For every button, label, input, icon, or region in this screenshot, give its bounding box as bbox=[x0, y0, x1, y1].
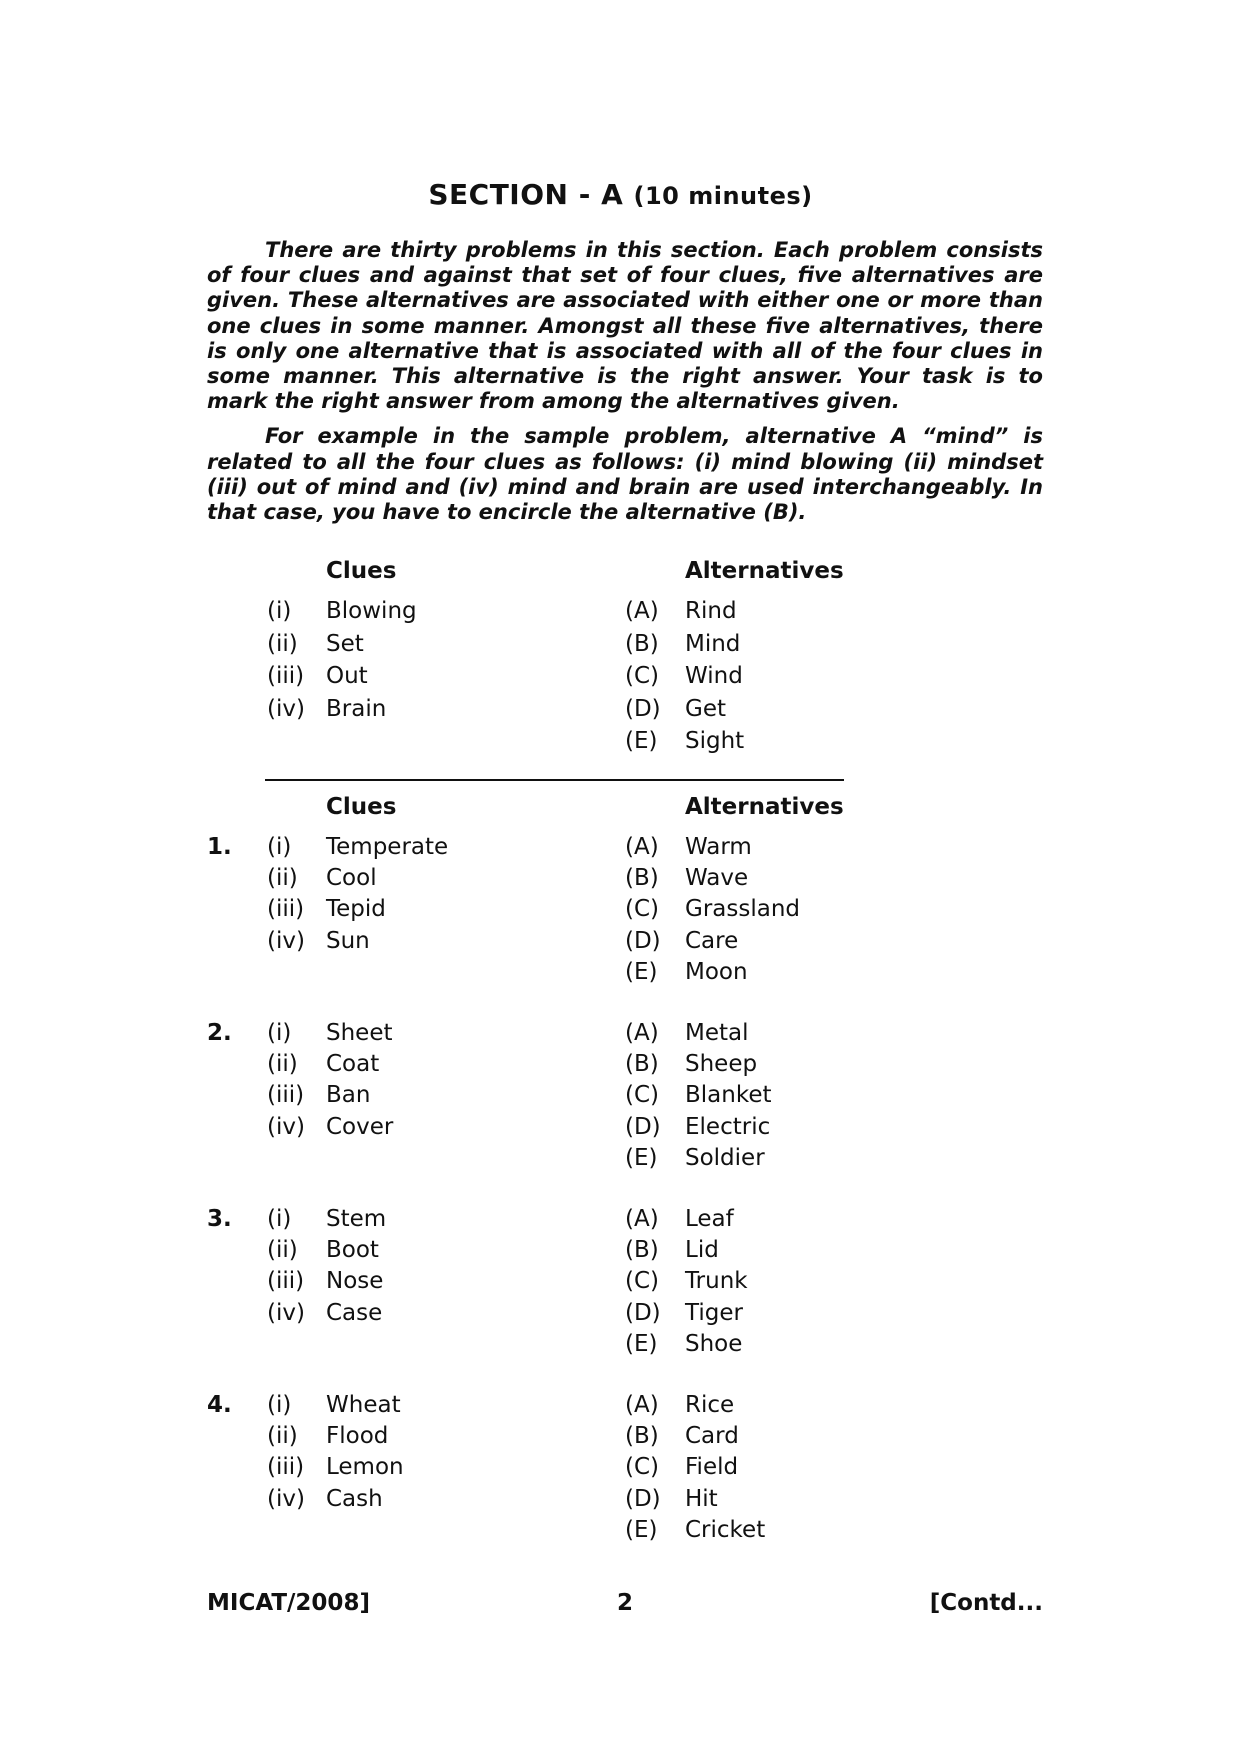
sample-row bbox=[207, 663, 1057, 696]
question-row bbox=[207, 1145, 1057, 1176]
clue-number: (i) bbox=[267, 1206, 292, 1232]
alternatives-heading: Alternatives bbox=[685, 794, 844, 820]
alternative-text: Sheep bbox=[685, 1051, 758, 1078]
clue-text: Blowing bbox=[326, 598, 417, 624]
clue-number: (iii) bbox=[267, 663, 305, 689]
clue-text: Out bbox=[326, 663, 368, 689]
alternative-text: Metal bbox=[685, 1020, 749, 1046]
clue-text: Flood bbox=[326, 1423, 389, 1450]
alternative-text: Leaf bbox=[685, 1206, 734, 1232]
alternative-text: Tiger bbox=[685, 1299, 743, 1326]
alternative-letter: (B) bbox=[625, 1237, 659, 1264]
section-title-main: SECTION - A bbox=[428, 178, 624, 211]
alternative-text: Lid bbox=[685, 1237, 719, 1264]
alternative-text: Field bbox=[685, 1454, 739, 1481]
alternative-letter: (B) bbox=[625, 865, 659, 892]
question-4 bbox=[207, 1392, 1057, 1548]
question-row bbox=[207, 1020, 1057, 1051]
section-title bbox=[0, 178, 1241, 211]
instructions bbox=[207, 238, 1043, 535]
clue-number: (ii) bbox=[267, 865, 298, 892]
alternative-letter: (D) bbox=[625, 1299, 661, 1326]
question-row bbox=[207, 1486, 1057, 1517]
sample-row bbox=[207, 728, 1057, 761]
sample-problem bbox=[207, 558, 1057, 761]
clue-number: (ii) bbox=[267, 1237, 298, 1264]
question-row bbox=[207, 1517, 1057, 1548]
example-paragraph: For example in the sample problem, alternative A “mind” is related to all the four clues as follows: (i) mind blowing (ii) mindset (iii) out of mind and (iv) mind and brain are used interchangeably. In that case, you have to encircle the alternative (B). bbox=[207, 424, 1043, 525]
alternative-text: Rind bbox=[685, 598, 737, 624]
alternative-letter: (E) bbox=[625, 958, 658, 985]
clue-text: Lemon bbox=[326, 1454, 404, 1481]
clue-number: (iv) bbox=[267, 927, 305, 954]
alternative-text: Moon bbox=[685, 958, 748, 985]
clue-text: Tepid bbox=[326, 896, 386, 923]
clue-number: (i) bbox=[267, 834, 292, 860]
question-row bbox=[207, 959, 1057, 990]
alternative-text: Get bbox=[685, 695, 726, 722]
alternative-text: Sight bbox=[685, 728, 745, 754]
alternative-text: Mind bbox=[685, 630, 741, 657]
alternative-letter: (C) bbox=[625, 1082, 660, 1109]
alternative-text: Electric bbox=[685, 1113, 771, 1140]
question-row bbox=[207, 1423, 1057, 1454]
clue-text: Stem bbox=[326, 1206, 387, 1232]
alternative-letter: (E) bbox=[625, 1516, 658, 1543]
continued-note: [Contd... bbox=[929, 1590, 1043, 1616]
alternative-letter: (E) bbox=[625, 1330, 658, 1357]
sample-header-row bbox=[207, 558, 1057, 598]
sample-row bbox=[207, 631, 1057, 664]
question-row bbox=[207, 1114, 1057, 1145]
alternative-letter: (B) bbox=[625, 630, 659, 657]
sample-row bbox=[207, 598, 1057, 631]
question-number: 3. bbox=[207, 1206, 232, 1232]
questions-header-row bbox=[207, 794, 1057, 834]
questions-header bbox=[207, 794, 1057, 834]
alternative-letter: (E) bbox=[625, 728, 658, 754]
alternative-letter: (C) bbox=[625, 663, 660, 689]
alternative-text: Hit bbox=[685, 1485, 718, 1512]
alternative-letter: (B) bbox=[625, 1051, 659, 1078]
clue-text: Ban bbox=[326, 1082, 371, 1109]
alternative-letter: (A) bbox=[625, 1392, 659, 1418]
alternative-letter: (D) bbox=[625, 1113, 661, 1140]
alternative-text: Grassland bbox=[685, 896, 800, 923]
clue-number: (iii) bbox=[267, 1268, 305, 1295]
alternative-letter: (C) bbox=[625, 896, 660, 923]
question-row bbox=[207, 1051, 1057, 1082]
alternative-letter: (C) bbox=[625, 1268, 660, 1295]
clue-number: (i) bbox=[267, 1020, 292, 1046]
question-number: 2. bbox=[207, 1020, 232, 1046]
question-row bbox=[207, 1237, 1057, 1268]
alternative-text: Warm bbox=[685, 834, 752, 860]
clue-text: Case bbox=[326, 1299, 383, 1326]
alternative-letter: (D) bbox=[625, 927, 661, 954]
question-1 bbox=[207, 834, 1057, 990]
alternative-letter: (B) bbox=[625, 1423, 659, 1450]
clue-number: (iii) bbox=[267, 1454, 305, 1481]
clue-text: Cash bbox=[326, 1485, 383, 1512]
alternative-text: Wind bbox=[685, 663, 743, 689]
instructions-paragraph: There are thirty problems in this section. Each problem consists of four clues and against that set of four clues, five alternatives are given. These alternatives are associated with either one or more than one clues in some manner. Amongst all these five alternatives, there is only one alternative that is associated with all of the four clues in some manner. This alternative is the right answer. Your task is to mark the right answer from among the alternatives given. bbox=[207, 238, 1043, 414]
clue-text: Temperate bbox=[326, 834, 449, 860]
clue-text: Sun bbox=[326, 927, 370, 954]
clue-number: (iv) bbox=[267, 1113, 305, 1140]
alternative-letter: (A) bbox=[625, 834, 659, 860]
section-divider bbox=[265, 779, 844, 781]
section-title-duration: (10 minutes) bbox=[633, 182, 813, 210]
clue-number: (iii) bbox=[267, 1082, 305, 1109]
alternative-letter: (E) bbox=[625, 1144, 658, 1171]
clue-number: (iv) bbox=[267, 695, 305, 722]
question-row bbox=[207, 834, 1057, 865]
clue-text: Sheet bbox=[326, 1020, 393, 1046]
question-2 bbox=[207, 1020, 1057, 1176]
question-row bbox=[207, 896, 1057, 927]
clue-number: (i) bbox=[267, 1392, 292, 1418]
clue-text: Set bbox=[326, 630, 364, 657]
alternative-text: Trunk bbox=[685, 1268, 748, 1295]
alternative-text: Shoe bbox=[685, 1330, 743, 1357]
alternative-letter: (A) bbox=[625, 598, 659, 624]
alternative-text: Rice bbox=[685, 1392, 735, 1418]
clues-heading: Clues bbox=[326, 794, 397, 820]
clue-text: Coat bbox=[326, 1051, 380, 1078]
clue-number: (i) bbox=[267, 598, 292, 624]
question-3 bbox=[207, 1206, 1057, 1362]
clue-text: Cool bbox=[326, 865, 377, 892]
clue-number: (iv) bbox=[267, 1299, 305, 1326]
alternative-letter: (C) bbox=[625, 1454, 660, 1481]
clue-number: (ii) bbox=[267, 1051, 298, 1078]
alternative-letter: (D) bbox=[625, 1485, 661, 1512]
alternative-letter: (A) bbox=[625, 1020, 659, 1046]
exam-code: MICAT/2008] bbox=[207, 1590, 370, 1616]
question-row bbox=[207, 1268, 1057, 1299]
clue-text: Nose bbox=[326, 1268, 384, 1295]
clue-number: (ii) bbox=[267, 630, 298, 657]
clues-heading: Clues bbox=[326, 558, 397, 584]
question-row bbox=[207, 1082, 1057, 1113]
clue-text: Wheat bbox=[326, 1392, 401, 1418]
alternative-letter: (D) bbox=[625, 695, 661, 722]
page-footer bbox=[207, 1590, 1043, 1620]
alternative-text: Care bbox=[685, 927, 739, 954]
question-row bbox=[207, 928, 1057, 959]
alternative-letter: (A) bbox=[625, 1206, 659, 1232]
sample-row bbox=[207, 696, 1057, 729]
clue-number: (ii) bbox=[267, 1423, 298, 1450]
alternative-text: Soldier bbox=[685, 1144, 765, 1171]
clue-text: Brain bbox=[326, 695, 387, 722]
alternative-text: Wave bbox=[685, 865, 749, 892]
question-row bbox=[207, 1392, 1057, 1423]
alternatives-heading: Alternatives bbox=[685, 558, 844, 584]
question-row bbox=[207, 1206, 1057, 1237]
question-row bbox=[207, 1300, 1057, 1331]
question-row bbox=[207, 1454, 1057, 1485]
page-number: 2 bbox=[617, 1590, 634, 1616]
alternative-text: Card bbox=[685, 1423, 739, 1450]
clue-text: Cover bbox=[326, 1113, 394, 1140]
clue-number: (iv) bbox=[267, 1485, 305, 1512]
question-number: 4. bbox=[207, 1392, 232, 1418]
question-row bbox=[207, 1331, 1057, 1362]
clue-text: Boot bbox=[326, 1237, 379, 1264]
clue-number: (iii) bbox=[267, 896, 305, 923]
question-number: 1. bbox=[207, 834, 232, 860]
alternative-text: Cricket bbox=[685, 1516, 766, 1543]
alternative-text: Blanket bbox=[685, 1082, 772, 1109]
question-row bbox=[207, 865, 1057, 896]
